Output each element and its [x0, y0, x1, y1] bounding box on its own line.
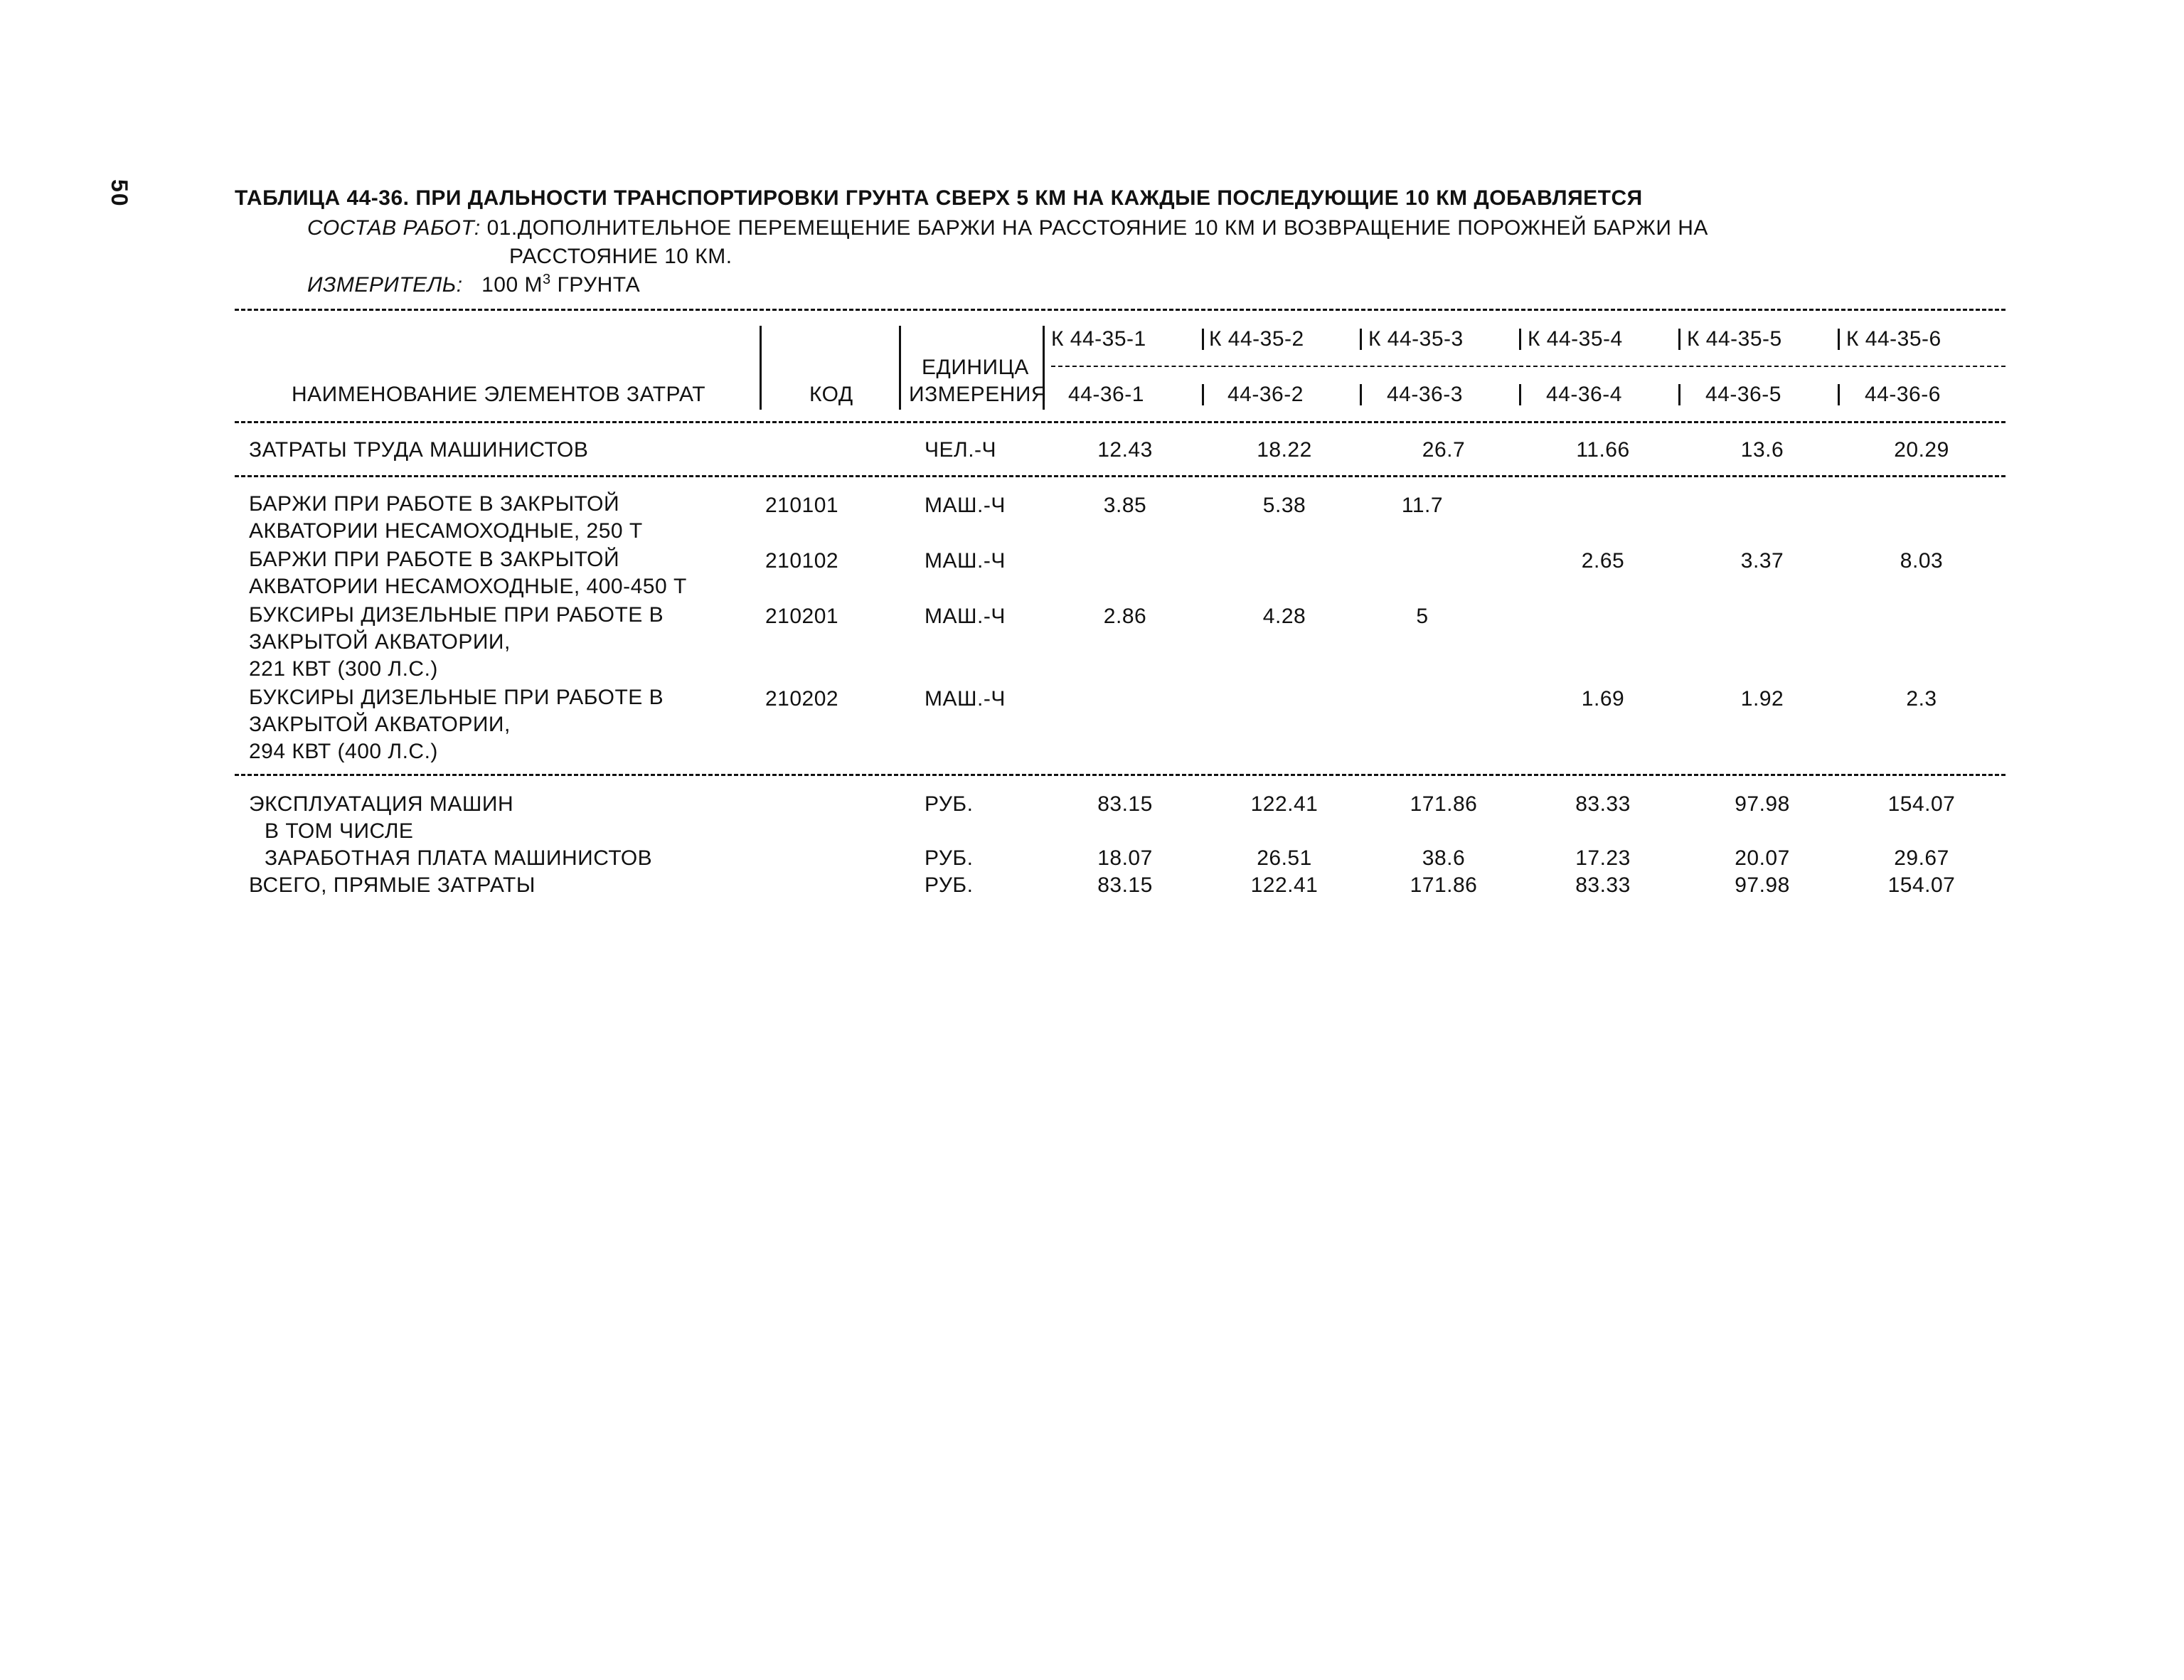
header-col-code: 44-36-6: [1865, 383, 1941, 406]
measure-value: 100 М: [481, 273, 543, 297]
measure-unit: ГРУНТА: [557, 273, 641, 297]
header-mid-rule: [1051, 366, 2005, 367]
labor-value: 13.6: [1740, 438, 1784, 462]
wages-value: 29.67: [1894, 846, 1949, 870]
header-col-code: 44-36-3: [1387, 383, 1463, 406]
machine-row-name: [249, 546, 687, 600]
header-code: КОД: [809, 383, 853, 406]
work-composition-line2: РАССТОЯНИЕ 10 КМ.: [509, 245, 733, 268]
machine-name-line: 221 КВТ (300 Л.С.): [249, 657, 438, 681]
machine-row-code: 210101: [765, 494, 839, 517]
machine-value: 2.65: [1581, 549, 1625, 573]
wages-value: 17.23: [1575, 846, 1631, 870]
header-ref-code: К 44-35-4: [1528, 327, 1623, 351]
work-composition-label: СОСТАВ РАБОТ:: [307, 216, 481, 240]
labor-row-name: ЗАТРАТЫ ТРУДА МАШИНИСТОВ: [249, 438, 589, 462]
direct-costs-value: 154.07: [1887, 873, 1956, 897]
machine-value: 11.7: [1401, 494, 1444, 517]
header-divider: [899, 326, 901, 410]
machine-row-name: [249, 602, 664, 683]
page-number: 50: [107, 179, 132, 208]
header-divider: [1838, 384, 1840, 405]
header-divider: [1678, 384, 1680, 405]
header-divider: [1519, 384, 1521, 405]
operation-value: 83.33: [1575, 792, 1631, 816]
direct-costs-value: 83.15: [1097, 873, 1153, 897]
direct-costs-value: 83.33: [1575, 873, 1631, 897]
operation-value: 97.98: [1735, 792, 1790, 816]
labor-value: 11.66: [1576, 438, 1630, 462]
header-name: НАИМЕНОВАНИЕ ЭЛЕМЕНТОВ ЗАТРАТ: [292, 383, 706, 406]
direct-costs-row-name: ВСЕГО, ПРЯМЫЕ ЗАТРАТЫ: [249, 873, 536, 897]
machine-value: 5.38: [1262, 494, 1306, 517]
operation-value: 83.15: [1097, 792, 1153, 816]
machine-name-line: АКВАТОРИИ НЕСАМОХОДНЫЕ, 400-450 Т: [249, 575, 687, 598]
work-composition: [307, 216, 1708, 240]
machine-value: 1.92: [1740, 687, 1784, 711]
machine-row-name: [249, 491, 643, 545]
machine-value: 3.85: [1103, 494, 1147, 517]
header-col-code: 44-36-5: [1705, 383, 1781, 406]
machines-rule: [235, 774, 2005, 776]
machine-name-line: БУКСИРЫ ДИЗЕЛЬНЫЕ ПРИ РАБОТЕ В: [249, 603, 664, 627]
machine-value: 5: [1416, 605, 1429, 628]
machine-name-line: АКВАТОРИИ НЕСАМОХОДНЫЕ, 250 Т: [249, 519, 643, 543]
machine-value: 4.28: [1262, 605, 1306, 628]
machine-value: 1.69: [1581, 687, 1625, 711]
wages-row-name: ЗАРАБОТНАЯ ПЛАТА МАШИНИСТОВ: [265, 846, 653, 870]
direct-costs-row-unit: РУБ.: [925, 873, 974, 897]
measure-label: ИЗМЕРИТЕЛЬ:: [307, 273, 463, 297]
header-divider: [1838, 329, 1840, 350]
wages-value: 38.6: [1422, 846, 1466, 870]
machine-row-code: 210202: [765, 687, 839, 711]
machine-value: 8.03: [1900, 549, 1944, 573]
operation-row-name: ЭКСПЛУАТАЦИЯ МАШИН: [249, 792, 514, 816]
machine-value: 3.37: [1740, 549, 1784, 573]
machine-value: 2.3: [1906, 687, 1937, 711]
header-top-rule: [235, 309, 2005, 311]
machine-name-line: БУКСИРЫ ДИЗЕЛЬНЫЕ ПРИ РАБОТЕ В: [249, 686, 664, 709]
machine-row-code: 210102: [765, 549, 839, 573]
labor-value: 18.22: [1257, 438, 1312, 462]
direct-costs-value: 171.86: [1410, 873, 1478, 897]
machine-row-name: [249, 684, 664, 765]
header-divider: [760, 326, 762, 410]
machine-row-code: 210201: [765, 605, 839, 628]
machine-row-unit: МАШ.-Ч: [925, 687, 1006, 711]
labor-rule: [235, 475, 2005, 477]
machine-value: 2.86: [1103, 605, 1147, 628]
operation-row-unit: РУБ.: [925, 792, 974, 816]
machine-name-line: ЗАКРЫТОЙ АКВАТОРИИ,: [249, 713, 511, 736]
header-col-code: 44-36-2: [1227, 383, 1304, 406]
wages-value: 20.07: [1735, 846, 1790, 870]
direct-costs-value: 122.41: [1250, 873, 1319, 897]
labor-value: 26.7: [1422, 438, 1466, 462]
header-col-code: 44-36-1: [1068, 383, 1144, 406]
header-ref-code: К 44-35-3: [1368, 327, 1464, 351]
operation-value: 171.86: [1410, 792, 1478, 816]
measure-superscript: 3: [543, 272, 551, 287]
header-divider: [1360, 329, 1362, 350]
header-divider: [1678, 329, 1680, 350]
header-col-code: 44-36-4: [1546, 383, 1622, 406]
header-bottom-rule: [235, 421, 2005, 423]
work-composition-line1: 01.ДОПОЛНИТЕЛЬНОЕ ПЕРЕМЕЩЕНИЕ БАРЖИ НА РАССТОЯНИЕ 10 КМ И ВОЗВРАЩЕНИЕ ПОРОЖНЕЙ БАРЖИ НА: [486, 216, 1708, 240]
machine-row-unit: МАШ.-Ч: [925, 605, 1006, 628]
header-divider: [1519, 329, 1521, 350]
operation-value: 154.07: [1887, 792, 1956, 816]
header-divider: [1360, 384, 1362, 405]
operation-value: 122.41: [1250, 792, 1319, 816]
wages-value: 18.07: [1097, 846, 1153, 870]
header-ref-code: К 44-35-1: [1051, 327, 1146, 351]
header-ref-code: К 44-35-5: [1687, 327, 1782, 351]
machine-name-line: БАРЖИ ПРИ РАБОТЕ В ЗАКРЫТОЙ: [249, 492, 620, 516]
labor-value: 12.43: [1097, 438, 1153, 462]
header-ref-code: К 44-35-6: [1846, 327, 1941, 351]
wages-value: 26.51: [1257, 846, 1312, 870]
machine-name-line: ЗАКРЫТОЙ АКВАТОРИИ,: [249, 630, 511, 654]
labor-row-unit: ЧЕЛ.-Ч: [925, 438, 997, 462]
header-divider: [1202, 329, 1204, 350]
header-divider: [1202, 384, 1204, 405]
table-title: ТАБЛИЦА 44-36. ПРИ ДАЛЬНОСТИ ТРАНСПОРТИРОВКИ ГРУНТА СВЕРХ 5 КМ НА КАЖДЫЕ ПОСЛЕДУЮЩИЕ 10 КМ ДОБАВЛЯЕТСЯ: [235, 186, 1643, 210]
including-label: В ТОМ ЧИСЛЕ: [265, 819, 414, 843]
machine-name-line: 294 КВТ (400 Л.С.): [249, 740, 438, 763]
header-ref-code: К 44-35-2: [1209, 327, 1304, 351]
wages-row-unit: РУБ.: [925, 846, 974, 870]
measure: [307, 273, 640, 297]
machine-name-line: БАРЖИ ПРИ РАБОТЕ В ЗАКРЫТОЙ: [249, 548, 620, 571]
header-unit-line2: ИЗМЕРЕНИЯ: [909, 383, 1048, 406]
machine-row-unit: МАШ.-Ч: [925, 549, 1006, 573]
labor-value: 20.29: [1894, 438, 1949, 462]
direct-costs-value: 97.98: [1735, 873, 1790, 897]
header-unit-line1: ЕДИНИЦА: [922, 356, 1029, 379]
machine-row-unit: МАШ.-Ч: [925, 494, 1006, 517]
